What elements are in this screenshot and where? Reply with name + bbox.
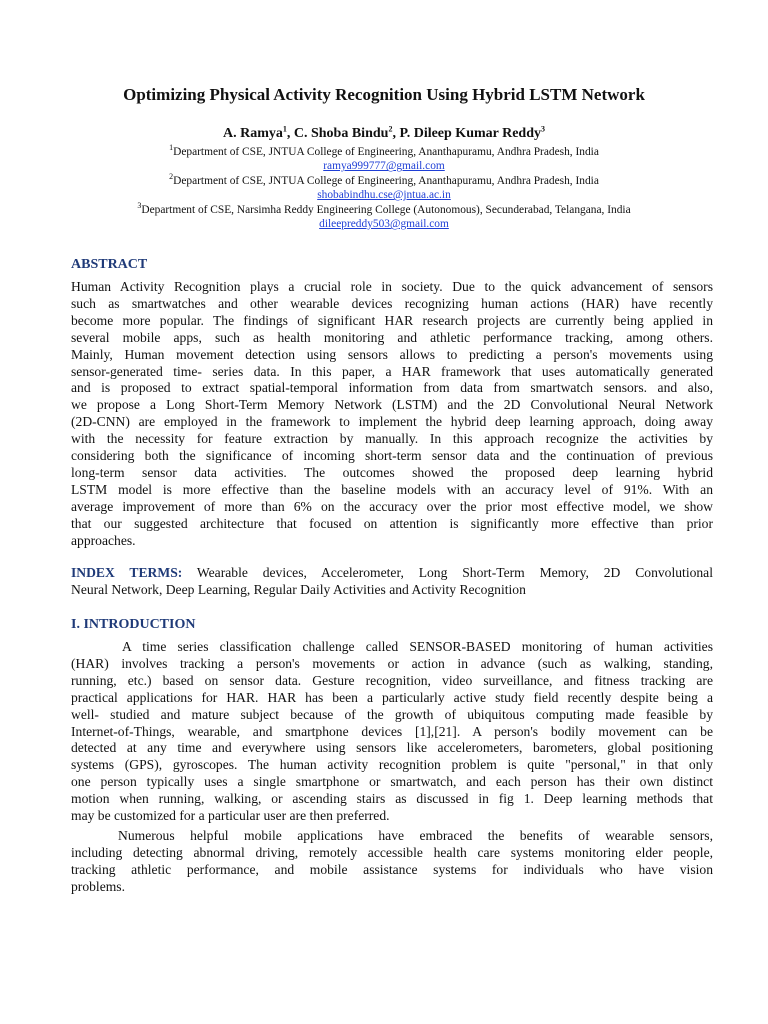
author: A. Ramya$^1$, [222,124,294,141]
affiliations [0,145,768,231]
introduction-paragraph-1: A time series classification challenge called SENSOR-BASED monitoring of human activities (HAR) involves tracking a person's movements or action in advance (such as walking, standing, running, etc.) based on sensor data. Gesture recognition, video surveillance, and fitness tracking are practical applications for HAR. HAR has been a particularly active study field recently despite being a well- studied and mature subject because of the growth of ubiquitous computing made feasible by Internet-of-Things, wearable, and smartphone devices [1],[21]. A person's bodily movement can be detected at any time and everywhere using sensors like accelerometers, barometers, global positioning systems (GPS), gyroscopes. The human activity recognition problem is quite "personal," in that only one person typically uses a single smartphone or smartwatch, and each person has their own distinct motion when running, walking, or ascending stairs as discussed in fig 1. Deep learning methods that may be customized for a particular user are then preferred. [71,639,713,824]
paper-title: Optimizing Physical Activity Recognition Using Hybrid LSTM Network [123,85,645,104]
affiliation-2: $^2$Department of CSE, JNTUA College of Engineering, Ananthapuramu, Andhra Pradesh, India [169,172,599,187]
author-list [0,125,768,143]
abstract-heading: ABSTRACT [71,257,148,272]
email-link-3[interactable]: dileepreddy503@gmail.com [319,218,449,231]
index-terms-label: INDEX TERMS: [71,565,183,580]
email-link-2[interactable]: shobabindhu.cse@jntua.ac.in [317,189,451,202]
index-terms: INDEX TERMS: Wearable devices, Accelerometer, Long Short-Term Memory, 2D Convolutional Neural Network, Deep Learning, Regular Daily Activities and Activity Recognition [71,565,713,597]
author: C. Shoba Bindu$^2$, [293,124,400,141]
affiliation-3: $^3$Department of CSE, Narsimha Reddy Engineering College (Autonomous), Secunderabad, Telangana, India [137,200,631,216]
abstract-body: Human Activity Recognition plays a crucial role in society. Due to the quick advancement of sensors such as smartwatches and other wearable devices recognizing human actions (HAR) have recently become more popular. The findings of significant HAR research projects are currently being applied in several mobile apps, such as health monitoring and athletic performance tracking, among others. Mainly, Human movement detection using sensors allows to predicting a person's movements using sensor-generated time- series data. In this paper, a HAR framework that uses automatically generated and is proposed to extract spatial-temporal information from data from smartwatch sensors. and also, we propose a Long Short-Term Memory Network (LSTM) and the 2D Convolutional Neural Network (2D-CNN) are employed in the framework to implement the hybrid deep learning approach, doing away with the necessity for feature extraction by manually. In this approach recognize the activities by considering both the significance of incoming short-term sensor data and the continuation of previous long-term sensor data activities. The outcomes showed the proposed deep learning hybrid LSTM model is more effective than the baseline models with an accuracy level of 91%. With an average improvement of more than 6% on the accuracy over the prior most effective model, we show that our suggested architecture that focused on attention is significantly more effective than prior approaches. [71,279,713,548]
affiliation-1: $^1$Department of CSE, JNTUA College of Engineering, Ananthapuramu, Andhra Pradesh, India [169,143,599,158]
introduction-paragraph-2: Numerous helpful mobile applications have embraced the benefits of wearable sensors, including detecting abnormal driving, remotely accessible health care systems monitoring elder people, tracking athletic performance, and mobile assistance systems for individuals who have vision problems. [71,828,713,894]
email-link-1[interactable]: ramya999777@gmail.com [323,160,445,173]
author: P. Dileep Kumar Reddy$^3$ [399,124,546,141]
introduction-heading: I. INTRODUCTION [71,617,196,632]
